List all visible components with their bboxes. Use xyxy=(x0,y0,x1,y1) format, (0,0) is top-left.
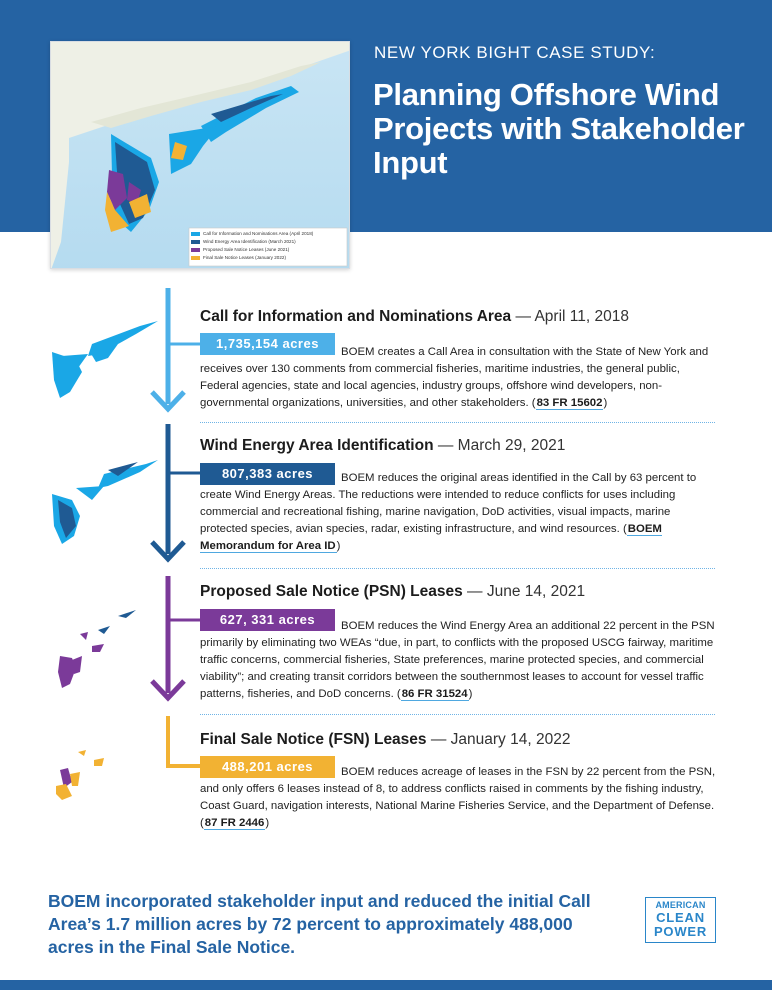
section-2-date: — March 29, 2021 xyxy=(437,437,566,454)
timeline-arrow-3 xyxy=(152,576,200,698)
section-1-description: BOEM creates a Call Area in consultation with the State of New York and receives over 130 comments from commercial fisheries, maritime industries, the general public, Federal agencies, state and local agencies, industry groups, offshore wind developers, non-governmental organizations, universities, and other stakeholders. (83 FR 15602) xyxy=(200,346,709,409)
section-1-reference-link[interactable]: 83 FR 15602 xyxy=(536,397,603,409)
map-legend-label: Call for Information and Nominations Area (April 2018) xyxy=(203,231,314,236)
call-area-map-icon xyxy=(52,321,158,398)
timeline-arrow-1 xyxy=(152,288,200,409)
section-1-title: Call for Information and Nominations Area — April 11, 2018 xyxy=(200,308,629,325)
logo-line-2: CLEAN xyxy=(656,910,705,925)
section-2-reference-link[interactable]: BOEM Memorandum for Area ID xyxy=(200,523,662,552)
section-3-date: — June 14, 2021 xyxy=(467,583,586,600)
map-legend-item xyxy=(191,230,345,238)
section-4-date: — January 14, 2022 xyxy=(430,731,571,748)
section-4-reference-link[interactable]: 87 FR 2446 xyxy=(204,817,265,829)
section-1-date: — April 11, 2018 xyxy=(515,308,629,325)
wea-map-icon xyxy=(52,460,158,544)
section-4-description: BOEM reduces acreage of leases in the FSN by 22 percent from the PSN, and only offers 6 leases instead of 8, to address conflicts raised in comments by the fishing industry, Coast Guard, navigation interests, National Marine Fisheries Service, and the Department of Defense. (87 FR 2446) xyxy=(200,766,716,829)
section-1-divider xyxy=(200,422,715,423)
map-legend-label: Final Sale Notice Leases (January 2022) xyxy=(203,255,286,260)
section-3-divider xyxy=(200,714,715,715)
map-legend xyxy=(191,230,345,262)
section-3-description: BOEM reduces the Wind Energy Area an additional 22 percent in the PSN primarily by eliminating two WEAs “due, in part, to conflicts with the proposed USCG fairway, maritime traffic concerns, commercial fisheries, State preferences, marine protected species, and commercial viability”; and creating transit corridors between the southernmost leases to account for vessel traffic patterns, fisheries, and DoD concerns. (86 FR 31524) xyxy=(200,620,715,700)
summary-statement: BOEM incorporated stakeholder input and reduced the initial Call Area’s 1.7 million acres by 72 percent to approximately 488,000 acres in the Final Sale Notice. xyxy=(48,891,591,957)
map-legend-item xyxy=(191,246,345,254)
psn-map-icon xyxy=(58,610,136,688)
section-1-acres-badge: 1,735,154 acres xyxy=(200,333,335,355)
section-4-acres-badge: 488,201 acres xyxy=(200,756,335,778)
timeline-arrow-4 xyxy=(168,716,200,766)
footer-bar xyxy=(0,980,772,990)
map-legend-item xyxy=(191,254,345,262)
map-legend-swatch xyxy=(191,256,200,260)
page-title: Planning Offshore Wind Projects with Stakeholder Input xyxy=(373,77,745,180)
section-2-description: BOEM reduces the original areas identified in the Call by 63 percent to create Wind Energy Areas. The reductions were intended to reduce conflicts for uses including commercial and recreational fishing, marine navigation, DoD activities, visual impacts, marine protected species, avian species, radar, existing infrastructure, and wind resources. (BOEM Memorandum for Area ID) xyxy=(200,472,697,552)
section-2-acres-badge: 807,383 acres xyxy=(200,463,335,485)
map-legend-label: Wind Energy Area Identification (March 2021) xyxy=(203,239,296,244)
section-3-title: Proposed Sale Notice (PSN) Leases — June 14, 2021 xyxy=(200,583,586,600)
section-4-title: Final Sale Notice (FSN) Leases — January 14, 2022 xyxy=(200,731,571,748)
case-study-kicker: NEW YORK BIGHT CASE STUDY: xyxy=(374,43,656,62)
map-legend-swatch xyxy=(191,248,200,252)
section-2-divider xyxy=(200,568,715,569)
section-3-acres-badge: 627, 331 acres xyxy=(200,609,335,631)
section-2-title: Wind Energy Area Identification — March 29, 2021 xyxy=(200,437,566,454)
map-legend-label: Proposed Sale Notice Leases (June 2021) xyxy=(203,247,290,252)
map-legend-item xyxy=(191,238,345,246)
american-clean-power-logo xyxy=(645,897,716,943)
logo-line-3: POWER xyxy=(653,924,708,939)
map-legend-swatch xyxy=(191,240,200,244)
section-3-reference-link[interactable]: 86 FR 31524 xyxy=(401,688,468,700)
logo-line-1: AMERICAN xyxy=(655,900,706,910)
map-legend-swatch xyxy=(191,232,200,236)
timeline-arrow-2 xyxy=(152,424,200,559)
map-figure xyxy=(50,41,350,269)
fsn-map-icon xyxy=(56,750,104,800)
